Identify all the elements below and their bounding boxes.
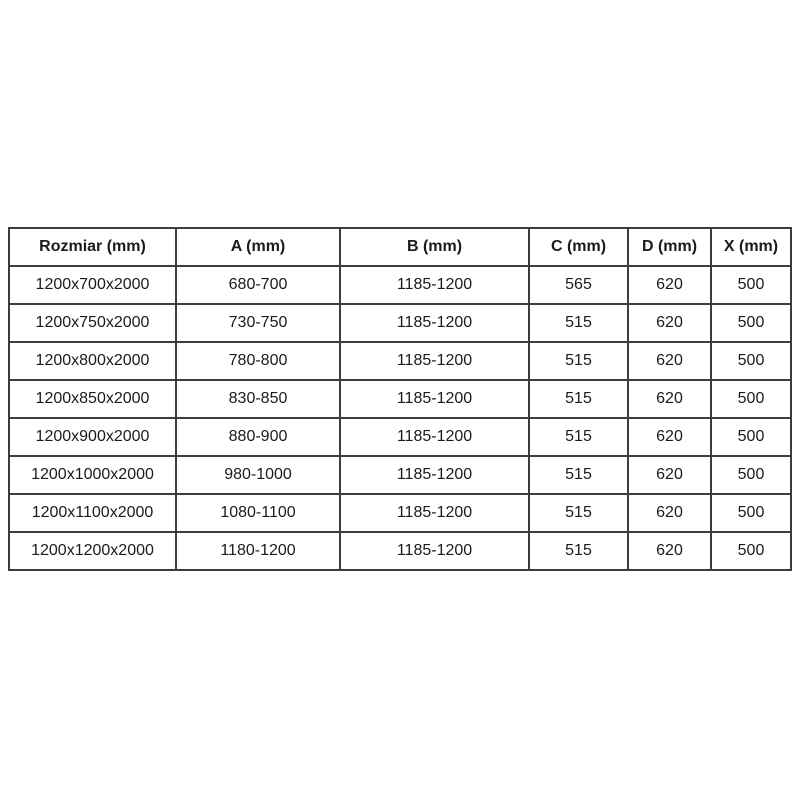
table-cell: 515	[529, 380, 628, 418]
table-row	[9, 380, 791, 418]
table-row	[9, 456, 791, 494]
table-cell: 620	[628, 418, 711, 456]
table-cell: 1185-1200	[340, 494, 529, 532]
table-cell: 1080-1100	[176, 494, 340, 532]
table-cell: 500	[711, 418, 791, 456]
table-cell: 515	[529, 456, 628, 494]
table-cell: 515	[529, 342, 628, 380]
table-cell: 500	[711, 380, 791, 418]
table-cell: 1185-1200	[340, 342, 529, 380]
table-cell: 1185-1200	[340, 456, 529, 494]
table-cell: 1200x1000x2000	[9, 456, 176, 494]
table-cell: 500	[711, 304, 791, 342]
spec-table	[8, 227, 792, 571]
table-cell: 830-850	[176, 380, 340, 418]
table-cell: 1185-1200	[340, 304, 529, 342]
table-cell: 1200x750x2000	[9, 304, 176, 342]
table-cell: 1200x800x2000	[9, 342, 176, 380]
table-row	[9, 532, 791, 570]
table-cell: 620	[628, 494, 711, 532]
table-cell: 1185-1200	[340, 380, 529, 418]
table-row	[9, 494, 791, 532]
table-header-row	[9, 228, 791, 266]
table-cell: 1200x700x2000	[9, 266, 176, 304]
table-cell: 1200x900x2000	[9, 418, 176, 456]
table-cell: 500	[711, 494, 791, 532]
table-cell: 1200x850x2000	[9, 380, 176, 418]
table-cell: 620	[628, 304, 711, 342]
column-header-5: X (mm)	[711, 228, 791, 266]
table-cell: 620	[628, 380, 711, 418]
table-row	[9, 418, 791, 456]
table-row	[9, 304, 791, 342]
table-cell: 500	[711, 342, 791, 380]
table-cell: 565	[529, 266, 628, 304]
table-cell: 880-900	[176, 418, 340, 456]
table-cell: 1200x1100x2000	[9, 494, 176, 532]
table-cell: 620	[628, 266, 711, 304]
table-cell: 515	[529, 418, 628, 456]
table-cell: 620	[628, 456, 711, 494]
table-cell: 500	[711, 532, 791, 570]
table-cell: 515	[529, 494, 628, 532]
table-cell: 515	[529, 304, 628, 342]
table-cell: 1185-1200	[340, 532, 529, 570]
column-header-4: D (mm)	[628, 228, 711, 266]
table-cell: 780-800	[176, 342, 340, 380]
table-cell: 980-1000	[176, 456, 340, 494]
table-row	[9, 266, 791, 304]
table-cell: 515	[529, 532, 628, 570]
table-cell: 680-700	[176, 266, 340, 304]
table-cell: 500	[711, 456, 791, 494]
column-header-1: A (mm)	[176, 228, 340, 266]
table-cell: 1185-1200	[340, 418, 529, 456]
column-header-3: C (mm)	[529, 228, 628, 266]
table-cell: 730-750	[176, 304, 340, 342]
table-cell: 620	[628, 532, 711, 570]
table-cell: 500	[711, 266, 791, 304]
table-cell: 1185-1200	[340, 266, 529, 304]
column-header-2: B (mm)	[340, 228, 529, 266]
column-header-0: Rozmiar (mm)	[9, 228, 176, 266]
table-cell: 1180-1200	[176, 532, 340, 570]
table-row	[9, 342, 791, 380]
table-cell: 620	[628, 342, 711, 380]
table-cell: 1200x1200x2000	[9, 532, 176, 570]
